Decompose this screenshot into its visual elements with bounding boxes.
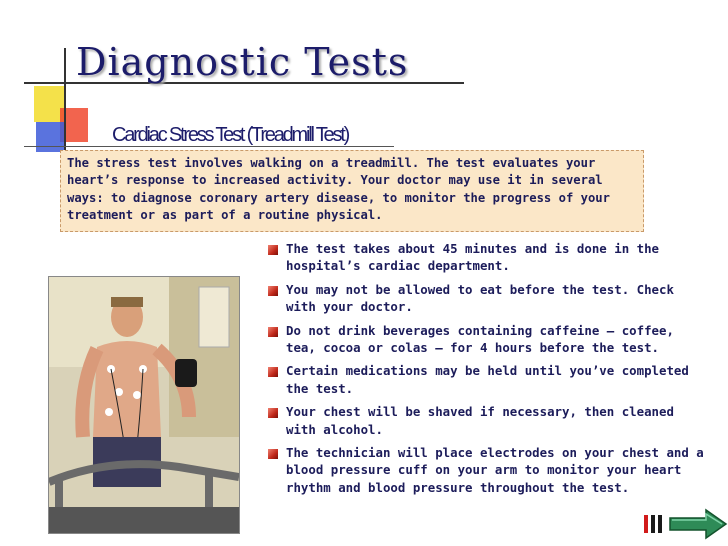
list-item <box>268 240 708 275</box>
square-bullet-icon <box>268 367 278 377</box>
slide-progress-icon <box>644 515 662 533</box>
list-item-text: Certain medications may be held until you’ve completed the test. <box>286 363 689 396</box>
slide-title: Diagnostic Tests <box>76 40 409 84</box>
list-item <box>268 444 708 496</box>
list-item <box>268 403 708 438</box>
instruction-list <box>268 240 708 502</box>
slide-subtitle: Cardiac Stress Test (Treadmill Test) <box>112 124 349 146</box>
list-item-text: You may not be allowed to eat before the test. Check with your doctor. <box>286 281 674 315</box>
square-bullet-icon <box>268 245 278 255</box>
slide-navigation <box>644 508 728 540</box>
next-arrow-icon[interactable] <box>668 508 728 540</box>
list-item <box>268 322 708 357</box>
square-bullet-icon <box>268 327 278 337</box>
list-item-text: Do not drink beverages containing caffeine – coffee, tea, cocoa or colas – for 4 hours before the test. <box>286 322 674 356</box>
square-bullet-icon <box>268 408 278 418</box>
square-bullet-icon <box>268 286 278 296</box>
square-bullet-icon <box>268 449 278 459</box>
list-item-text: The test takes about 45 minutes and is done in the hospital’s cardiac department. <box>286 241 659 274</box>
list-item-text: Your chest will be shaved if necessary, then cleaned with alcohol. <box>286 404 674 437</box>
decor-vertical-line <box>64 48 66 156</box>
intro-text-box: The stress test involves walking on a treadmill. The test evaluates your heart’s response to increased activity. Your doctor may use it in several ways: to diagnose coronary artery disease, to monitor the progress of your treatment or as part of a routine physical. <box>60 150 644 232</box>
decor-blue-block <box>36 122 66 152</box>
list-item-text: The technician will place electrodes on your chest and a blood pressure cuff on your arm to monitor your heart rhythm and blood pressure throughout the test. <box>286 445 704 495</box>
list-item <box>268 362 708 397</box>
list-item <box>268 281 708 316</box>
treadmill-photo <box>48 276 240 534</box>
